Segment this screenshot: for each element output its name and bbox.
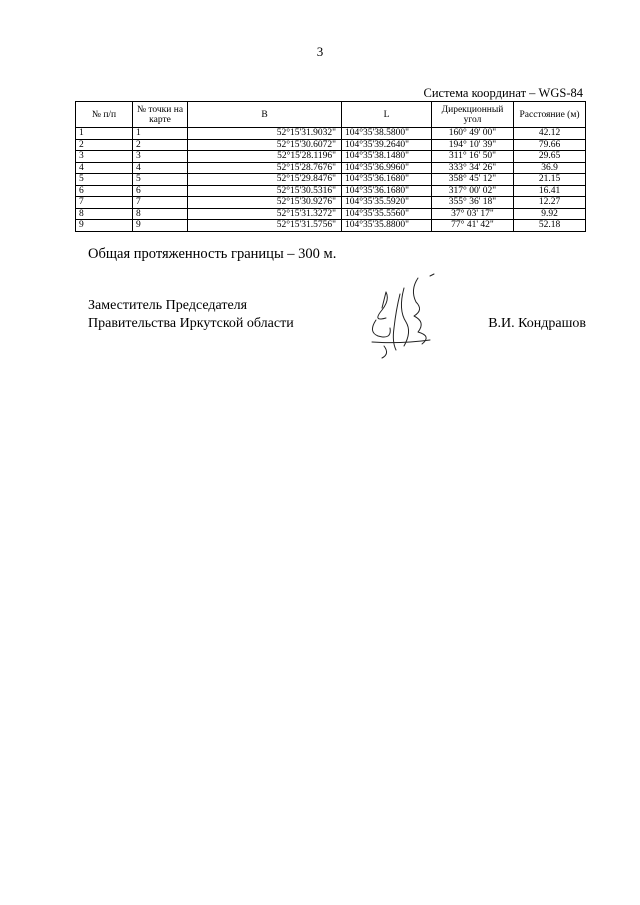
cell-latitude: 52°15'30.9276"	[188, 197, 342, 209]
header-bearing: Дирекционный угол	[432, 102, 514, 128]
cell-bearing: 194° 10' 39"	[432, 139, 514, 151]
table-row	[76, 162, 586, 174]
cell-bearing: 333° 34' 26"	[432, 162, 514, 174]
cell-bearing: 355° 36' 18"	[432, 197, 514, 209]
cell-longitude: 104°35'36.9960"	[342, 162, 432, 174]
cell-longitude: 104°35'38.5800"	[342, 128, 432, 140]
cell-distance: 36.9	[514, 162, 586, 174]
coordinates-table	[75, 101, 586, 232]
table-row	[76, 185, 586, 197]
header-index: № п/п	[76, 102, 133, 128]
cell-longitude: 104°35'36.1680"	[342, 185, 432, 197]
cell-distance: 12.27	[514, 197, 586, 209]
signer-name: В.И. Кондрашов	[488, 316, 586, 331]
cell-point: 9	[133, 220, 188, 232]
cell-bearing: 160° 49' 00"	[432, 128, 514, 140]
cell-point: 4	[133, 162, 188, 174]
cell-index: 4	[76, 162, 133, 174]
cell-bearing: 317° 00' 02"	[432, 185, 514, 197]
cell-longitude: 104°35'35.5560"	[342, 208, 432, 220]
cell-index: 7	[76, 197, 133, 209]
cell-index: 5	[76, 174, 133, 186]
table-row	[76, 208, 586, 220]
header-latitude: B	[188, 102, 342, 128]
table-row	[76, 197, 586, 209]
cell-bearing: 77° 41' 42"	[432, 220, 514, 232]
cell-latitude: 52°15'29.8476"	[188, 174, 342, 186]
page-number: 3	[316, 44, 324, 59]
table-row	[76, 128, 586, 140]
cell-point: 1	[133, 128, 188, 140]
cell-longitude: 104°35'35.5920"	[342, 197, 432, 209]
table-row	[76, 139, 586, 151]
cell-distance: 16.41	[514, 185, 586, 197]
table-row	[76, 220, 586, 232]
cell-index: 1	[76, 128, 133, 140]
cell-index: 2	[76, 139, 133, 151]
cell-latitude: 52°15'31.5756"	[188, 220, 342, 232]
cell-distance: 9.92	[514, 208, 586, 220]
cell-latitude: 52°15'28.7676"	[188, 162, 342, 174]
handwritten-signature	[360, 270, 460, 360]
cell-distance: 79.66	[514, 139, 586, 151]
cell-point: 3	[133, 151, 188, 163]
signer-title-line-1: Заместитель Председателя	[88, 298, 248, 313]
cell-latitude: 52°15'30.6072"	[188, 139, 342, 151]
cell-longitude: 104°35'39.2640"	[342, 139, 432, 151]
cell-longitude: 104°35'36.1680"	[342, 174, 432, 186]
coordinate-system-label: Система координат – WGS-84	[423, 86, 583, 100]
cell-point: 2	[133, 139, 188, 151]
cell-distance: 52.18	[514, 220, 586, 232]
cell-index: 8	[76, 208, 133, 220]
cell-point: 5	[133, 174, 188, 186]
header-distance: Расстояние (м)	[514, 102, 586, 128]
cell-bearing: 311° 16' 50"	[432, 151, 514, 163]
table-header-row	[76, 102, 586, 128]
cell-index: 3	[76, 151, 133, 163]
cell-longitude: 104°35'35.8800"	[342, 220, 432, 232]
cell-bearing: 37° 03' 17"	[432, 208, 514, 220]
cell-longitude: 104°35'38.1480"	[342, 151, 432, 163]
table-row	[76, 174, 586, 186]
cell-latitude: 52°15'30.5316"	[188, 185, 342, 197]
table-row	[76, 151, 586, 163]
cell-distance: 42.12	[514, 128, 586, 140]
header-point-number: № точки на карте	[133, 102, 188, 128]
cell-point: 6	[133, 185, 188, 197]
cell-latitude: 52°15'28.1196"	[188, 151, 342, 163]
total-border-length: Общая протяженность границы – 300 м.	[88, 246, 337, 262]
cell-index: 9	[76, 220, 133, 232]
cell-bearing: 358° 45' 12"	[432, 174, 514, 186]
signer-title	[88, 297, 294, 333]
signer-title-line-2: Правительства Иркутской области	[88, 316, 294, 331]
cell-point: 8	[133, 208, 188, 220]
cell-point: 7	[133, 197, 188, 209]
cell-distance: 21.15	[514, 174, 586, 186]
cell-latitude: 52°15'31.3272"	[188, 208, 342, 220]
cell-distance: 29.65	[514, 151, 586, 163]
cell-index: 6	[76, 185, 133, 197]
header-longitude: L	[342, 102, 432, 128]
cell-latitude: 52°15'31.9032"	[188, 128, 342, 140]
